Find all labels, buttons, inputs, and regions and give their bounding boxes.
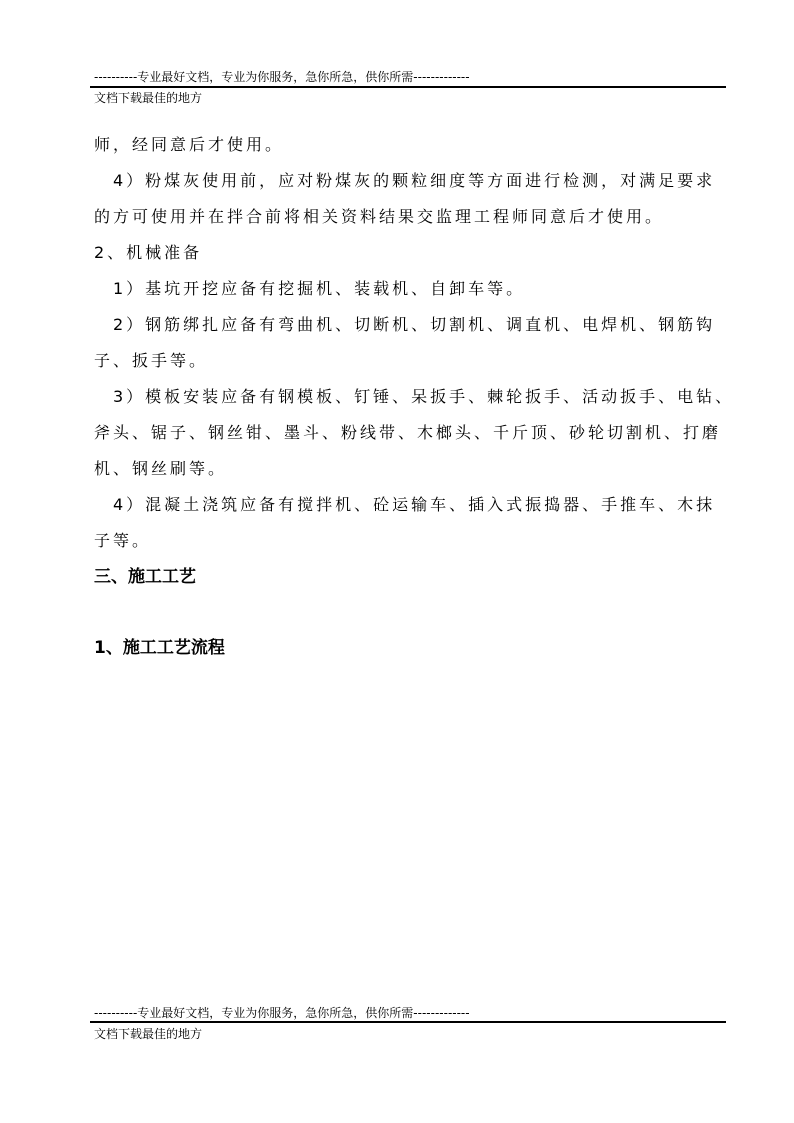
body-line-5: 1）基坑开挖应备有挖掘机、装载机、自卸车等。: [94, 279, 526, 298]
body-line-8: 3）模板安装应备有钢模板、钉锤、呆扳手、棘轮扳手、活动扳手、电钻、: [94, 387, 735, 406]
body-line-10: 机、钢丝刷等。: [94, 459, 228, 478]
body-line-4: 2、机械准备: [94, 243, 203, 262]
footer-subtitle: 文档下载最佳的地方: [94, 1027, 203, 1041]
body-line-6: 2）钢筋绑扎应备有弯曲机、切断机、切割机、调直机、电焊机、钢筋钩: [94, 315, 716, 334]
body-line-7: 子、扳手等。: [94, 351, 209, 370]
footer-divider: [90, 1021, 726, 1023]
body-line-3: 的方可使用并在拌合前将相关资料结果交监理工程师同意后才使用。: [94, 207, 665, 226]
body-line-1: 师，经同意后才使用。: [94, 135, 285, 154]
header-subtitle: 文档下载最佳的地方: [94, 91, 203, 105]
header-tagline: ----------专业最好文档，专业为你服务，急你所急，供你所需-------------: [94, 70, 470, 84]
section-heading: 三、施工工艺: [94, 567, 196, 587]
subsection-heading: 1、施工工艺流程: [94, 638, 225, 658]
footer-tagline: ----------专业最好文档，专业为你服务，急你所急，供你所需-------------: [94, 1006, 470, 1020]
body-line-12: 子等。: [94, 531, 152, 550]
header-divider: [90, 86, 726, 88]
body-line-2: 4）粉煤灰使用前，应对粉煤灰的颗粒细度等方面进行检测，对满足要求: [94, 171, 716, 190]
body-line-11: 4）混凝土浇筑应备有搅拌机、砼运输车、插入式振捣器、手推车、木抹: [94, 495, 716, 514]
body-line-9: 斧头、锯子、钢丝钳、墨斗、粉线带、木榔头、千斤顶、砂轮切割机、打磨: [94, 423, 722, 442]
